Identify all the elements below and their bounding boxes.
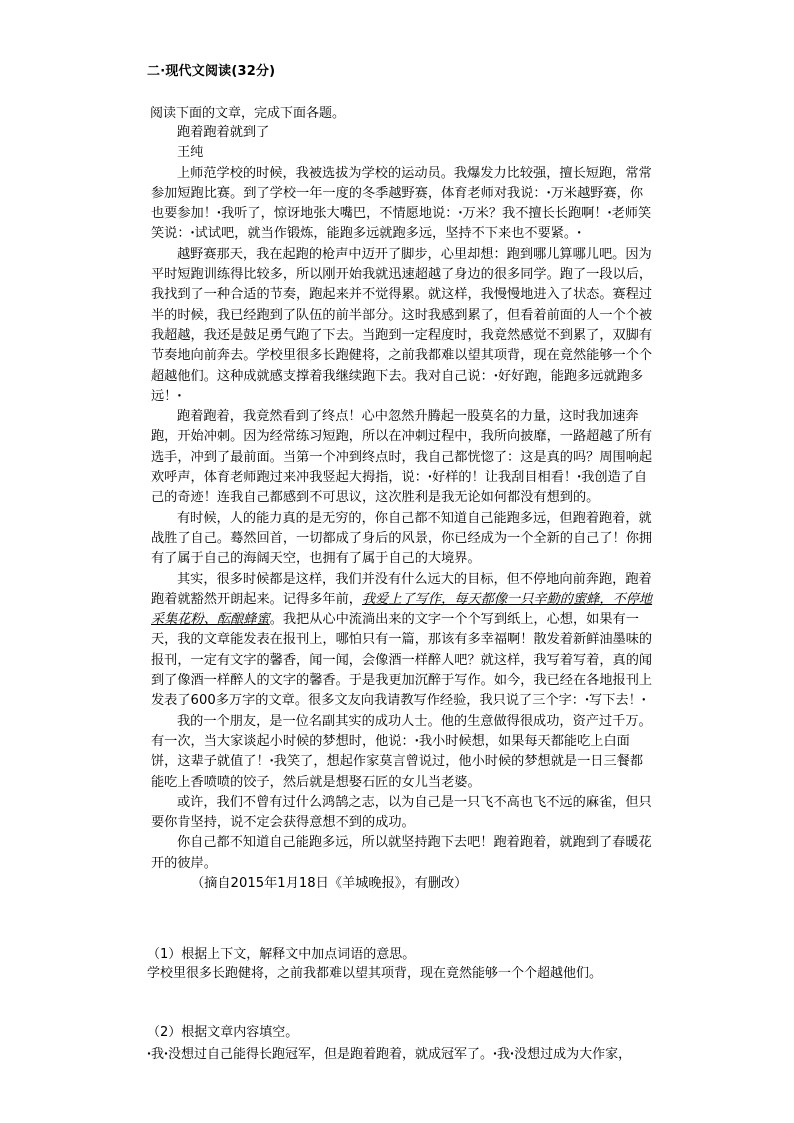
dotted-sentence: 我爱上了写作，每天都像一只辛勤的蜜蜂，不停地采集花粉、酝酿蜂蜜 bbox=[151, 591, 653, 628]
article-paragraph: 有时候，人的能力真的是无穷的，你自己都不知道自己能跑多远，但跑着跑着，就战胜了自己。蓦然回首，一切都成了身后的风景，你已经成为一个全新的自己了！你拥有了属于自己的海阔天空，也拥有了属于自己的大境界。 bbox=[151, 510, 653, 567]
question-2 bbox=[147, 1022, 677, 1066]
article bbox=[151, 123, 656, 894]
article-paragraph: 越野赛那天，我在起跑的枪声中迈开了脚步，心里却想：跑到哪儿算哪儿吧。因为平时短跑训练得比较多，所以刚开始我就迅速超越了身边的很多同学。跑了一段以后，我找到了一种合适的节奏，跑起来并不觉得累。就这样，我慢慢地进入了状态。赛程过半的时候，我已经跑到了队伍的前半部分。这时我感到累了，但看着前面的人一个个被我超越，我还是鼓足勇气跑了下去。当跑到一定程度时，我竟然感觉不到累了，双脚有节奏地向前奔去。学校里很多长跑健将，之前我都难以望其项背，现在竟然能够一个个超越他们。这种成就感支撑着我继续跑下去。我对自己说：ꞏ好好跑，能跑多远就跑多远！ꞏ bbox=[151, 246, 653, 404]
question-1 bbox=[147, 945, 667, 983]
article-paragraph: 上师范学校的时候，我被选拔为学校的运动员。我爆发力比较强，擅长短跑，常常参加短跑比赛。到了学校一年一度的冬季越野赛，体育老师对我说：ꞏ万米越野赛，你也要参加！ꞏ我听了，惊讶地张大嘴巴，不情愿地说：ꞏ万米？我不擅长长跑啊！ꞏ老师笑笑说：ꞏ试试吧，就当作锻炼，能跑多远就跑多远，坚持不下来也不要紧。ꞏ bbox=[151, 165, 652, 242]
article-paragraph: 我的一个朋友，是一位名副其实的成功人士。他的生意做得很成功，资产过千万。有一次，当大家谈起小时候的梦想时，他说：ꞏ我小时候想，如果每天都能吃上白面饼，这辈子就值了！ꞏ我笑了，想起作家莫言曾说过，他小时候的梦想就是一日三餐都能吃上香喷喷的饺子，然后就是想娶石匠的女儿当老婆。 bbox=[151, 713, 652, 790]
article-paragraph: 或许，我们不曾有过什么鸿鹄之志，以为自己是一只飞不高也飞不远的麻雀，但只要你肯坚持，说不定会获得意想不到的成功。 bbox=[151, 794, 652, 831]
paragraph-text: 其实，很多时候都是这样，我们并没有什么远大的目标，但不停地向前奔跑，跑着跑着就豁然开朗起来。记得多年前， bbox=[151, 571, 652, 607]
article-source: （摘自2015年1月18日《羊城晚报》，有删改） bbox=[191, 875, 468, 891]
question-1-prompt: （1）根据上下文，解释文中加点词语的意思。 bbox=[147, 947, 416, 962]
article-paragraph: 你自己都不知道自己能跑多远，所以就坚持跑下去吧！跑着跑着，就跑到了春暖花开的彼岸。 bbox=[151, 835, 652, 871]
article-paragraph: 跑着跑着，我竟然看到了终点！心中忽然升腾起一股莫名的力量，这时我加速奔跑，开始冲刺。因为经常练习短跑，所以在冲刺过程中，我所向披靡，一路超越了所有选手，冲到了最前面。当第一个冲到终点时，我自己都恍惚了：这是真的吗？周围响起欢呼声，体育老师跑过来冲我竖起大拇指，说：ꞏ好样的！让我刮目相看！ꞏ我创造了自己的奇迹！连我自己都感到不可思议，这次胜利是我无论如何都没有想到的。 bbox=[151, 409, 653, 506]
question-2-text: ꞏ我ꞏ没想过自己能得长跑冠军，但是跑着跑着，就成冠军了。ꞏ我ꞏ没想过成为大作家， bbox=[147, 1047, 632, 1062]
article-author: 王纯 bbox=[177, 145, 204, 161]
question-2-prompt: （2）根据文章内容填空。 bbox=[147, 1025, 299, 1040]
paragraph-text: 。我把从心中流淌出来的文字一个个写到纸上，心想，如果有一天，我的文章能发表在报刊上，哪怕只有一篇，那该有多幸福啊！散发着新鲜油墨味的报刊，一定有文字的馨香，闻一闻，会像酒一样醉人吧？就这样，我写着写着，真的闻到了像酒一样醉人的文字的馨香。于是我更加沉醉于写作。如今，我已经在各地报刊上发表了600多万字的文章。很多文友向我请教写作经验，我只说了三个字：ꞏ写下去！ꞏ bbox=[151, 612, 653, 709]
question-1-sentence: 学校里很多长跑健将，之前我都难以望其项背，现在竟然能够一个个超越他们。 bbox=[147, 966, 603, 981]
section-title: 二·现代文阅读(32分) bbox=[147, 64, 276, 79]
article-title: 跑着跑着就到了 bbox=[177, 125, 270, 140]
article-paragraph bbox=[151, 570, 656, 712]
reading-instruction: 阅读下面的文章，完成下面各题。 bbox=[150, 106, 346, 121]
